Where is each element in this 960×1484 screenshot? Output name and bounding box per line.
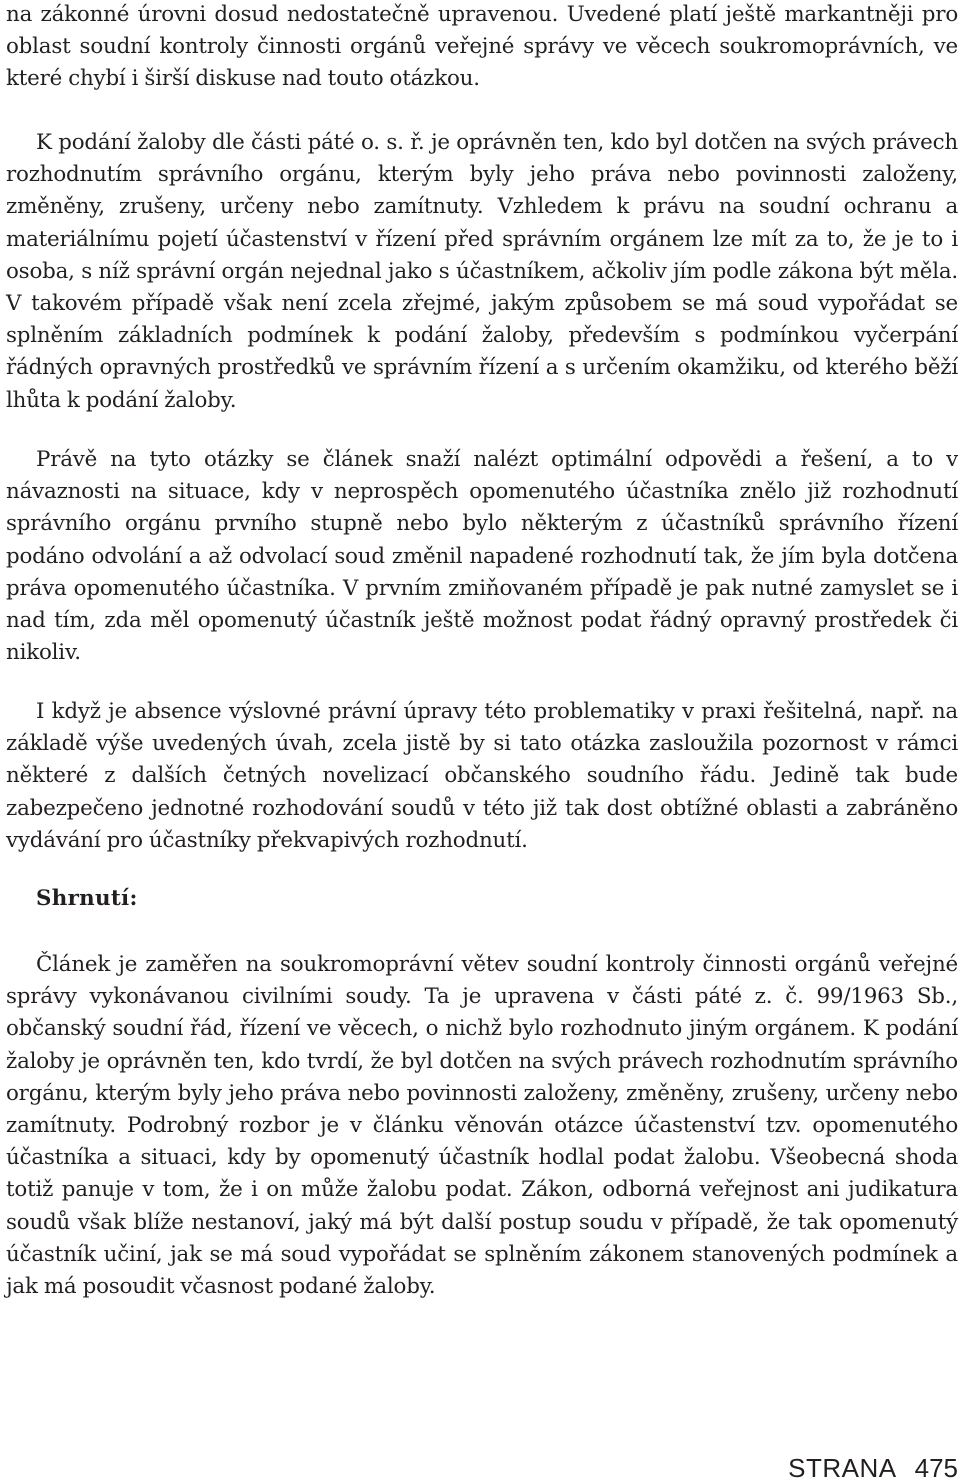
page-number: 475 — [914, 1453, 958, 1483]
summary-heading: Shrnutí: — [36, 886, 138, 911]
page-footer — [788, 1452, 958, 1484]
page-label: STRANA — [788, 1453, 897, 1483]
paragraph-article-aim: Právě na tyto otázky se článek snaží nalézt optimální odpovědi a řešení, a to v návaznosti na situace, kdy v neprospěch opomenutého účastníka znělo již rozhodnutí správního orgánu prvního stupně nebo bylo některým z účastníků správního řízení podáno odvolání a až odvolací soud změnil napadené rozhodnutí tak, že jím byla dotčena práva opomenutého účastníka. V prvním zmiňovaném případě je pak nutné zamyslet se i nad tím, zda měl opomenutý účastník ještě možnost podat řádný opravný prostředek či nikoliv. — [6, 447, 958, 666]
paragraph-conclusion: I když je absence výslovné právní úpravy této problematiky v praxi řešitelná, např. na základě výše uvedených úvah, zcela jistě by si tato otázka zasloužila pozornost v rámci některé z dalších četných novelizací občanského soudního řádu. Jedině tak bude zabezpečeno jednotné rozhodování soudů v této již tak dost obtížné oblasti a zabráněno vydávání pro účastníky překvapivých rozhodnutí. — [6, 699, 958, 853]
paragraph-plaintiff-standing: K podání žaloby dle části páté o. s. ř. je oprávněn ten, kdo byl dotčen na svých právech rozhodnutím správního orgánu, kterým byly jeho práva nebo povinnosti založeny, změněny, zrušeny, určeny nebo zamítnuty. Vzhledem k právu na soudní ochranu a materiálnímu pojetí účastenství v řízení před správním orgánem lze mít za to, že je to i osoba, s níž správní orgán nejednal jako s účastníkem, ačkoliv jím podle zákona být měla. V takovém případě však není zcela zřejmé, jakým způsobem se má soud vypořádat se splněním základních podmínek k podání žaloby, především s podmínkou vyčerpání řádných opravných prostředků ve správním řízení a s určením okamžiku, od kterého běží lhůta k podání žaloby. — [6, 130, 958, 413]
summary-paragraph: Článek je zaměřen na soukromoprávní větev soudní kontroly činnosti orgánů veřejné správy vykonávanou civilními soudy. Ta je upravena v části páté z. č. 99/1963 Sb., občanský soudní řád, řízení ve věcech, o nichž bylo rozhodnuto jiným orgánem. K podání žaloby je oprávněn ten, kdo tvrdí, že byl dotčen na svých právech rozhodnutím správního orgánu, kterým byly jeho práva nebo povinnosti založeny, změněny, zrušeny, určeny nebo zamítnuty. Podrobný rozbor je v článku věnován otázce účastenství tzv. opomenutého účastníka a situaci, kdy by opomenutý účastník hodlal podat žalobu. Všeobecná shoda totiž panuje v tom, že i on může žalobu podat. Zákon, odborná veřejnost ani judikatura soudů však blíže nestanoví, jaký má být další postup soudu v případě, že tak opomenutý účastník učiní, jak se má soud vypořádat se splněním zákonem stanovených podmínek a jak má posoudit včasnost podané žaloby. — [6, 952, 958, 1300]
paragraph-continuation: na zákonné úrovni dosud nedostatečně upravenou. Uvedené platí ještě markantněji pro oblast soudní kontroly činnosti orgánů veřejné správy ve věcech soukromoprávních, ve které chybí i širší diskuse nad touto otázkou. — [6, 2, 958, 92]
